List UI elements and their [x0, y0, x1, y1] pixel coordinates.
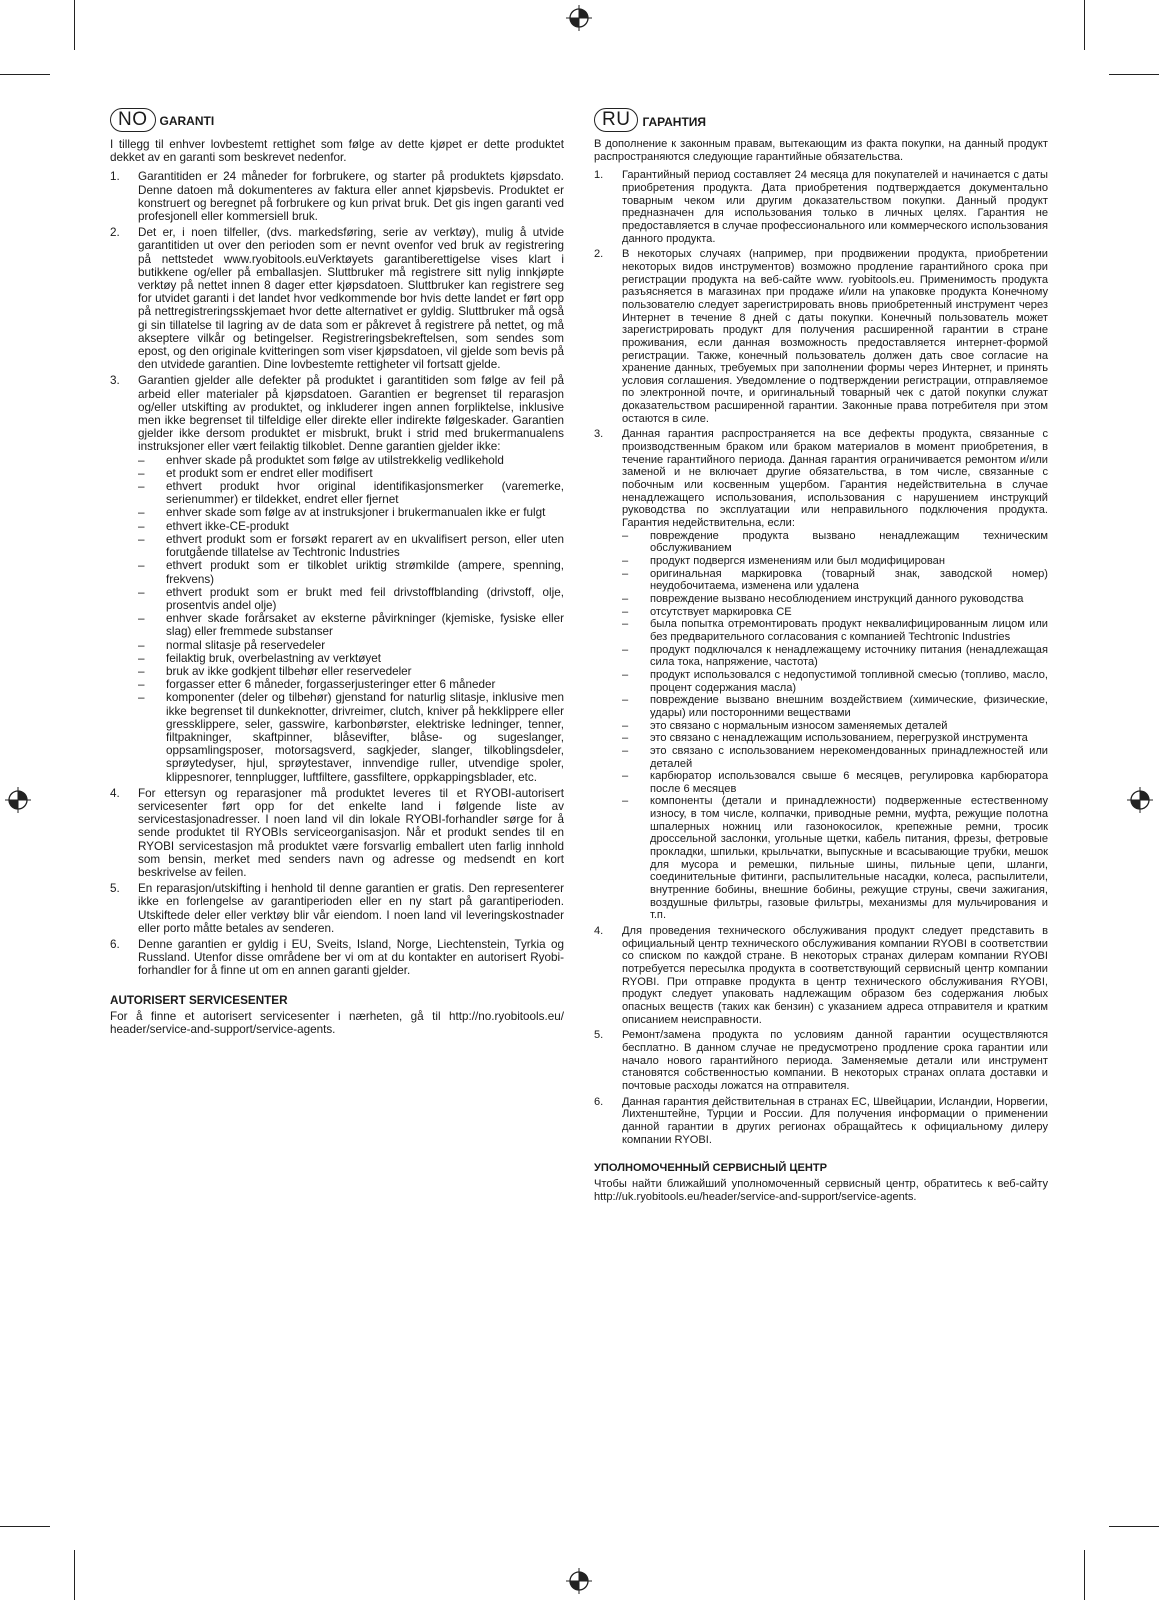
service-center-text: For å finne et autorisert servicesenter i nærheten, gå til http://no.ryobitools.eu/ header/service-and-support/service-agents.	[110, 1009, 564, 1036]
list-item: – enhver skade som følge av at instruksjoner i brukermanualen ikke er fulgt	[138, 506, 546, 520]
list-item: – komponenter (deler og tilbehør) gjenstand for naturlig slitasje, inklusive men ikke begrenset til dunkeknotter, drivreimer, clutch, kniver på hekklippere eller gressklippere, seler, gasswire, karbonbørster, elektriske ledninger, tenner, filtpakninger, skaftpinner, blåsevifter, blåse- og sugeslanger, oppsamlingsposer, motorsagsverd, sagkjeder, slanger, tilkoblingsdeler, sprøytedyser, hjul, sprøytestaver, innvendige ruller, utvendige spoler, klippesnorer, tennplugger, luftfiltere, gassfiltere, oppkappingsblader, etc.	[138, 691, 564, 784]
list-item: – повреждение вызвано несоблюдением инструкций данного руководства	[622, 592, 1024, 605]
crop-mark-bottom-right-v	[1084, 1550, 1085, 1600]
crop-mark-top-left-v	[74, 0, 75, 50]
list-item: – это связано с использованием нерекомендованных принадлежностей или деталей	[622, 744, 1048, 770]
list-item: – ethvert produkt som er brukt med feil drivstoffblanding (drivstoff, olje, prosentvis andel olje)	[138, 585, 564, 612]
list-item: 1. Garantitiden er 24 måneder for forbrukere, og starter på produktets kjøpsdato. Denne datoen må dokumenteres av faktura eller annet kjøpsbevis. Produktet er konstruert og beregnet på forbrukere og kun privat bruk. Det gis ingen garanti ved profesjonell eller kommersiell bruk.	[110, 170, 564, 224]
list-item: – продукт использовался с недопустимой топливной смесью (топливо, масло, процент содержания масла)	[622, 668, 1048, 694]
intro-paragraph: В дополнение к законным правам, вытекающим из факта покупки, на данный продукт распространяются следующие гарантийные обязательства.	[594, 138, 1048, 163]
list-item: 5. En reparasjon/utskifting i henhold til denne garantien er gratis. Den representerer ikke en forlengelse av garantiperioden eller en ny start på garantiperioden. Utskiftede deler eller verktøy blir vår eiendom. I noen land vil leveringskostnader eller porto måtte betales av senderen.	[110, 882, 564, 935]
list-item: – оригинальная маркировка (товарный знак, заводской номер) неудобочитаема, изменена или удалена	[622, 567, 1048, 593]
crop-mark-bottom-left-h	[0, 1526, 50, 1527]
list-item: – ethvert ikke-CE-produkt	[138, 519, 289, 533]
list-item: – ethvert produkt som er forsøkt reparert av en ukvalifisert person, eller uten forutgående tillatelse av Techtronic Industries	[138, 532, 564, 560]
language-badge: RU	[594, 108, 638, 132]
crop-mark-top-right-v	[1084, 0, 1085, 50]
section-title: ГАРАНТИЯ	[642, 114, 707, 129]
intro-paragraph: I tillegg til enhver lovbestemt rettighet som følge av dette kjøpet er dette produktet dekket av en garanti som beskrevet nedenfor.	[110, 138, 564, 165]
list-item: – ethvert produkt hvor original identifikasjonsmerker (varemerke, serienummer) er tildekket, endret eller fjernet	[138, 480, 564, 507]
list-item: – enhver skade forårsaket av eksterne påvirkninger (kjemiske, fysiske eller slag) eller fremmede substanser	[138, 612, 564, 639]
registration-mark-icon	[566, 1568, 592, 1594]
list-item: 5. Ремонт/замена продукта по условиям данной гарантии осуществляются бесплатно. В данном случае не предусмотрено продление срока гарантии или начало нового гарантийного периода. Заменяемые детали или инструмент становятся собственностью компании. В некоторых странах оплата доставки и почтовые расходы ложатся на отправителя.	[594, 1029, 1048, 1092]
list-item: 1. Гарантийный период составляет 24 месяца для покупателей и начинается с даты приобретения продукта. Дата приобретения подтверждается документально товарным чеком или другим доказательством покупки. Данный продукт предназначен для использования только в личных целях. Гарантия не предоставляется в случае профессионального или коммерческого использования данного продукта.	[594, 169, 1048, 245]
exclusions-list	[138, 454, 564, 784]
list-item: – это связано с ненадлежащим использованием, перегрузкой инструмента	[622, 732, 1028, 745]
list-item: – продукт подключался к ненадлежащему источнику питания (ненадлежащая сила тока, напряжение, частота)	[622, 643, 1048, 669]
service-center-text: Чтобы найти ближайший уполномоченный сервисный центр, обратитесь к веб-сайту http://uk.ryobitools.eu/header/service-and-support/service-agents.	[594, 1177, 1048, 1203]
service-center-heading: AUTORISERT SERVICESENTER	[110, 993, 288, 1007]
section-header	[594, 108, 1048, 132]
list-item: 3. Данная гарантия распространяется на все дефекты продукта, связанные с производственным браком или браком материалов в момент приобретения, в течение гарантийного периода. Данная гарантия ограничивается ремонтом и/или заменой и не включает другие обязательства, в том числе, связанные с побочным или косвенным ущербом. Гарантия недействительна в случае ненадлежащего использования, использования с нарушением инструкций руководства по эксплуатации или неправильного подключения продукта. Гарантия недействительна, если: – повреждение продукта вызвано ненадлежащим техническим обслуживанием – продукт подвергся изменениям или был модифицирован – оригинальная маркировка (товарный знак, заводской номер) неудобочитаема, изменена или удалена – повреждение вызвано несоблюдением инструкций данного руководства – отсутствует маркировка CE – была попытка отремонтировать продукт неквалифицированным лицом или без предварительного согласования с компанией Techtronic Industries – продукт подключался к ненадлежащему источнику питания (ненадлежащая сила тока, напряжение, частота) – продукт использовался с недопустимой топливной смесью (топливо, масло, процент содержания масла) – повреждение вызвано внешним воздействием (химические, физические, удары) или посторонними веществами – это связано с нормальным износом заменяемых деталей – это связано с ненадлежащим использованием, перегрузкой инструмента – это связано с использованием нерекомендованных принадлежностей или деталей – карбюратор использовался свыше 6 месяцев, регулировка карбюратора после 6 месяцев – компоненты (детали и принадлежности) подверженные естественному износу, в том числе, колпачки, приводные ремни, муфта, режущие полотна шпалерных ножниц или газонокосилок, крепежные ремни, тросик дроссельной заслонки, угольные щетки, кабель питания, фрезы, фетровые прокладки, шпильки, крыльчатки, выпускные и всасывающие трубки, мешок для мусора и ремешки, пильные шины, пильные цепи, шланги, соединительные фитинги, распылительные насадки, колеса, распылители, внутренние бобины, внешние бобины, режущие струны, свечи зажигания, воздушные фильтры, газовые фильтры, механизмы для мульчирования и т.п.	[594, 428, 1048, 922]
list-item: – et produkt som er endret eller modifisert	[138, 466, 373, 480]
list-item: – ethvert produkt som er tilkoblet uriktig strømkilde (ampere, spenning, frekvens)	[138, 559, 564, 586]
list-item: – была попытка отремонтировать продукт неквалифицированным лицом или без предварительного согласования с компанией Techtronic Industries	[622, 618, 1048, 643]
list-item: 6. Данная гарантия действительная в странах ЕС, Швейцарии, Исландии, Норвегии, Лихтенштейне, Турции и России. Для получения информации о применении данной гарантии в других регионах обращайтесь к официальному дилеру компании RYOBI.	[594, 1095, 1048, 1146]
section-title: GARANTI	[159, 114, 215, 129]
list-item: 3. Garantien gjelder alle defekter på produktet i garantitiden som følge av feil på arbeid eller materialer på kjøpsdatoen. Garantien er begrenset til reparasjon og/eller utskifting av produktet, og inkluderer ingen annen forpliktelse, inklusive men ikke begrenset til tilfeldige eller direkte eller indirekte følgeskader. Garantien gjelder ikke dersom produktet er misbrukt, brukt i strid med brukermanualens instruksjoner eller vært feilaktig tilkoblet. Denne garantien gjelder ikke: – enhver skade på produktet som følge av utilstrekkelig vedlikehold – et produkt som er endret eller modifisert – ethvert produkt hvor original identifikasjonsmerker (varemerke, serienummer) er tildekket, endret eller fjernet – enhver skade som følge av at instruksjoner i brukermanualen ikke er fulgt – ethvert ikke-CE-produkt – ethvert produkt som er forsøkt reparert av en ukvalifisert person, eller uten forutgående tillatelse av Techtronic Industries – ethvert produkt som er tilkoblet uriktig strømkilde (ampere, spenning, frekvens) – ethvert produkt som er brukt med feil drivstoffblanding (drivstoff, olje, prosentvis andel olje) – enhver skade forårsaket av eksterne påvirkninger (kjemiske, fysiske eller slag) eller fremmede substanser – normal slitasje på reservedeler – feilaktig bruk, overbelastning av verktøyet – bruk av ikke godkjent tilbehør eller reservedeler – forgasser etter 6 måneder, forgasserjusteringer etter 6 måneder – komponenter (deler og tilbehør) gjenstand for naturlig slitasje, inklusive men ikke begrenset til dunkeknotter, drivreimer, clutch, kniver på hekklippere eller gressklippere, seler, gasswire, karbonbørster, elektriske ledninger, tenner, filtpakninger, skaftpinner, blåsevifter, blåse- og sugeslanger, oppsamlingsposer, motorsagsverd, sagkjeder, slanger, tilkoblingsdeler, sprøytedyser, hjul, sprøytestaver, innvendige ruller, utvendige spoler, klippesnorer, tennplugger, luftfiltere, gassfiltere, oppkappingsblader, etc.	[110, 374, 564, 784]
warranty-terms-list	[110, 170, 564, 977]
warranty-terms-list	[594, 169, 1048, 1146]
registration-mark-icon	[1127, 787, 1153, 813]
section-header	[110, 108, 564, 132]
list-item: 4. Для проведения технического обслуживания продукт следует представить в официальный центр технического обслуживания компании RYOBI в соответствии со списком по каждой стране. В некоторых странах дилерам компании RYOBI потребуется пересылка продукта в соответствующий сервисный центр компании RYOBI. При отправке продукта в центр технического обслуживания RYOBI, продукт следует упаковать надлежащим образом без содержания любых опасных веществ (таких как бензин) с указанием адреса отправителя и кратким описанием неисправности.	[594, 925, 1048, 1026]
crop-mark-bottom-right-h	[1109, 1526, 1159, 1527]
crop-mark-top-right-h	[1109, 74, 1159, 75]
language-badge: NO	[110, 108, 156, 132]
list-item: – повреждение продукта вызвано ненадлежащим техническим обслуживанием	[622, 529, 1048, 555]
service-center-heading: УПОЛНОМОЧЕННЫЙ СЕРВИСНЫЙ ЦЕНТР	[594, 1162, 828, 1175]
exclusions-list	[622, 530, 1048, 922]
list-item: 6. Denne garantien er gyldig i EU, Sveits, Island, Norge, Liechtenstein, Tyrkia og Russland. Utenfor disse områdene ber vi om at du kontakter en autorisert Ryobi-forhandler for å finne ut om en annen garanti gjelder.	[110, 937, 564, 978]
list-item: – normal slitasje på reservedeler	[138, 638, 326, 652]
list-item: 2. Det er, i noen tilfeller, (dvs. markedsføring, serie av verktøy), mulig å utvide garantitiden ut over den perioden som er nevnt ovenfor ved bruk av registrering på nettstedet www.ryobitools.euVerktøyets garantiberettigelse vises klart i butikkene og/eller på emballasjen. Sluttbruker må registrere sitt nylig innkjøpte verktøy på nettet innen 8 dager etter kjøpsdatoen. Sluttbruker kan registrere seg for utvidet garanti i det landet hvor vedkommende bor hvis dette landet er ført opp på nettregistreringsskjemaet hvor dette alternativet er gyldig. Sluttbruker må også gi sin tillatelse til lagring av de data som er påkrevet å registrere på nettet, og må akseptere vilkår og betingelser. Registreringsbekreftelsen, som sendes som epost, og den originale kvitteringen som viser kjøpsdatoen, vil gjelde som bevis på den utvidede garantien. Dine lovbestemte rettigheter vil fortsatt gjelde.	[110, 226, 564, 372]
list-item: – компоненты (детали и принадлежности) подверженные естественному износу, в том числе, колпачки, приводные ремни, муфта, режущие полотна шпалерных ножниц или газонокосилок, крепежные ремни, тросик дроссельной заслонки, угольные щетки, кабель питания, фрезы, фетровые прокладки, шпильки, крыльчатки, выпускные и всасывающие трубки, мешок для мусора и ремешки, пильные шины, пильные цепи, шланги, соединительные фитинги, распылительные насадки, колеса, распылители, внутренние бобины, внешние бобины, режущие струны, свечи зажигания, воздушные фильтры, газовые фильтры, механизмы для мульчирования и т.п.	[622, 795, 1048, 922]
list-item: – enhver skade på produktet som følge av utilstrekkelig vedlikehold	[138, 453, 504, 467]
list-item: – отсутствует маркировка CE	[622, 605, 792, 618]
list-item: – это связано с нормальным износом заменяемых деталей	[622, 719, 948, 732]
list-item: 4. For ettersyn og reparasjoner må produktet leveres til et RYOBI-autorisert servicesenter ført opp for det enkelte land i følgende liste av servicestasjonadresser. I noen land vil din lokale RYOBI-forhandler sørge for å sende produktet til RYOBIs serviceorganisasjon. Når et produkt sendes til en RYOBI servicestasjon må produktet være forsvarlig emballert uten farlig innhold som bensin, merket med senders navn og adresse og medsendt en kort beskrivelse av feilen.	[110, 786, 564, 879]
warranty-column-ru	[594, 108, 1048, 1209]
list-item: – карбюратор использовался свыше 6 месяцев, регулировка карбюратора после 6 месяцев	[622, 770, 1048, 795]
list-item: – повреждение вызвано внешним воздействием (химические, физические, удары) или посторонними веществами	[622, 694, 1048, 719]
registration-mark-icon	[5, 787, 31, 813]
list-item: 2. В некоторых случаях (например, при продвижении продукта, приобретении некоторых видов инструментов) возможно продление гарантийного срока при регистрации продукта на веб-сайте www. ryobitools.eu. Применимость продукта разъясняется в магазинах при продаже и/или на упаковке продукта Конечному пользователю следует зарегистрировать вновь приобретенный инструмент через Интернет в течение 8 дней с даты покупки. Конечный пользователь может зарегистрировать продукт для получения расширенной гарантии в стране проживания, если данная возможность предоставляется интернет-формой регистрации. Также, конечный пользователь должен дать свое согласие на хранение данных, требуемых при заполнении формы через Интернет, и принять условия соглашения. Уведомление о подтверждении регистрации, отправляемое по электронной почте, и оригинальный товарный чек с датой покупки служат доказательством расширенной гарантии. Законные права потребителя при этом остаются в силе.	[594, 248, 1048, 425]
list-item: – bruk av ikke godkjent tilbehør eller reservedeler	[138, 664, 412, 678]
list-item: – продукт подвергся изменениям или был модифицирован	[622, 555, 945, 567]
crop-mark-bottom-left-v	[74, 1550, 75, 1600]
registration-mark-icon	[566, 5, 592, 31]
list-item: – feilaktig bruk, overbelastning av verktøyet	[138, 651, 382, 665]
crop-mark-top-left-h	[0, 74, 50, 75]
warranty-column-no	[110, 108, 564, 1042]
list-item: – forgasser etter 6 måneder, forgasserjusteringer etter 6 måneder	[138, 678, 496, 692]
